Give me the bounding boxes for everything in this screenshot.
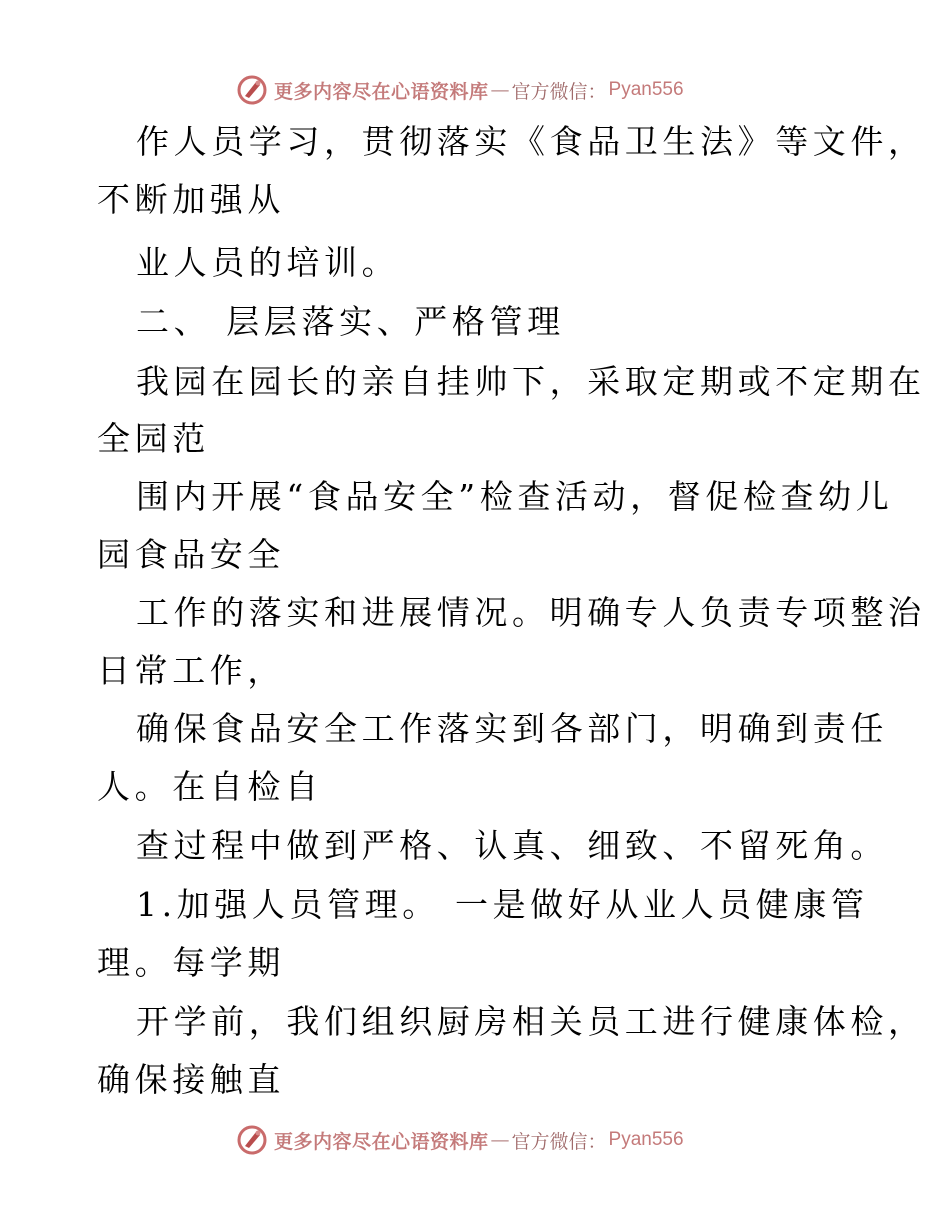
banner-wechat-id: Pyan556 bbox=[608, 1129, 684, 1150]
text-line: 确保食品安全工作落实到各部门，明确到责任 bbox=[136, 709, 888, 748]
text-line: 理。每学期 bbox=[97, 943, 285, 982]
text-line: 园食品安全 bbox=[97, 535, 285, 574]
section-heading: 二、 层层落实、严格管理 bbox=[136, 302, 565, 341]
text-line: 围内开展“食品安全”检查活动，督促检查幼儿 bbox=[136, 477, 894, 516]
text-line: 全园范 bbox=[97, 419, 210, 458]
banner-wechat-label: 官方微信： bbox=[511, 1130, 607, 1153]
banner-title: 更多内容尽在心语资料库 bbox=[274, 1130, 489, 1153]
text-line: 作人员学习，贯彻落实《食品卫生法》等文件， bbox=[136, 122, 926, 161]
text-line: 我园在园长的亲自挂帅下，采取定期或不定期在 bbox=[136, 362, 926, 401]
banner-wechat-label: 官方微信： bbox=[511, 80, 607, 103]
brand-logo-icon bbox=[236, 74, 268, 106]
footer-banner bbox=[236, 1123, 684, 1157]
banner-title: 更多内容尽在心语资料库 bbox=[274, 80, 489, 103]
text-line: 人。在自检自 bbox=[97, 767, 323, 806]
brand-logo-icon bbox=[236, 1124, 268, 1156]
text-line: 确保接触直 bbox=[97, 1060, 285, 1099]
text-line: 1.加强人员管理。 一是做好从业人员健康管 bbox=[136, 885, 869, 924]
banner-separator: — bbox=[490, 1129, 510, 1151]
text-line: 业人员的培训。 bbox=[136, 243, 400, 282]
banner-wechat-id: Pyan556 bbox=[608, 79, 684, 100]
text-line: 不断加强从 bbox=[97, 180, 285, 219]
text-line: 日常工作， bbox=[97, 651, 285, 690]
banner-separator: — bbox=[490, 79, 510, 101]
text-line: 工作的落实和进展情况。明确专人负责专项整治 bbox=[136, 593, 926, 632]
header-banner bbox=[236, 73, 684, 107]
text-line: 查过程中做到严格、认真、细致、不留死角。 bbox=[136, 826, 888, 865]
text-line: 开学前，我们组织厨房相关员工进行健康体检， bbox=[136, 1002, 926, 1041]
